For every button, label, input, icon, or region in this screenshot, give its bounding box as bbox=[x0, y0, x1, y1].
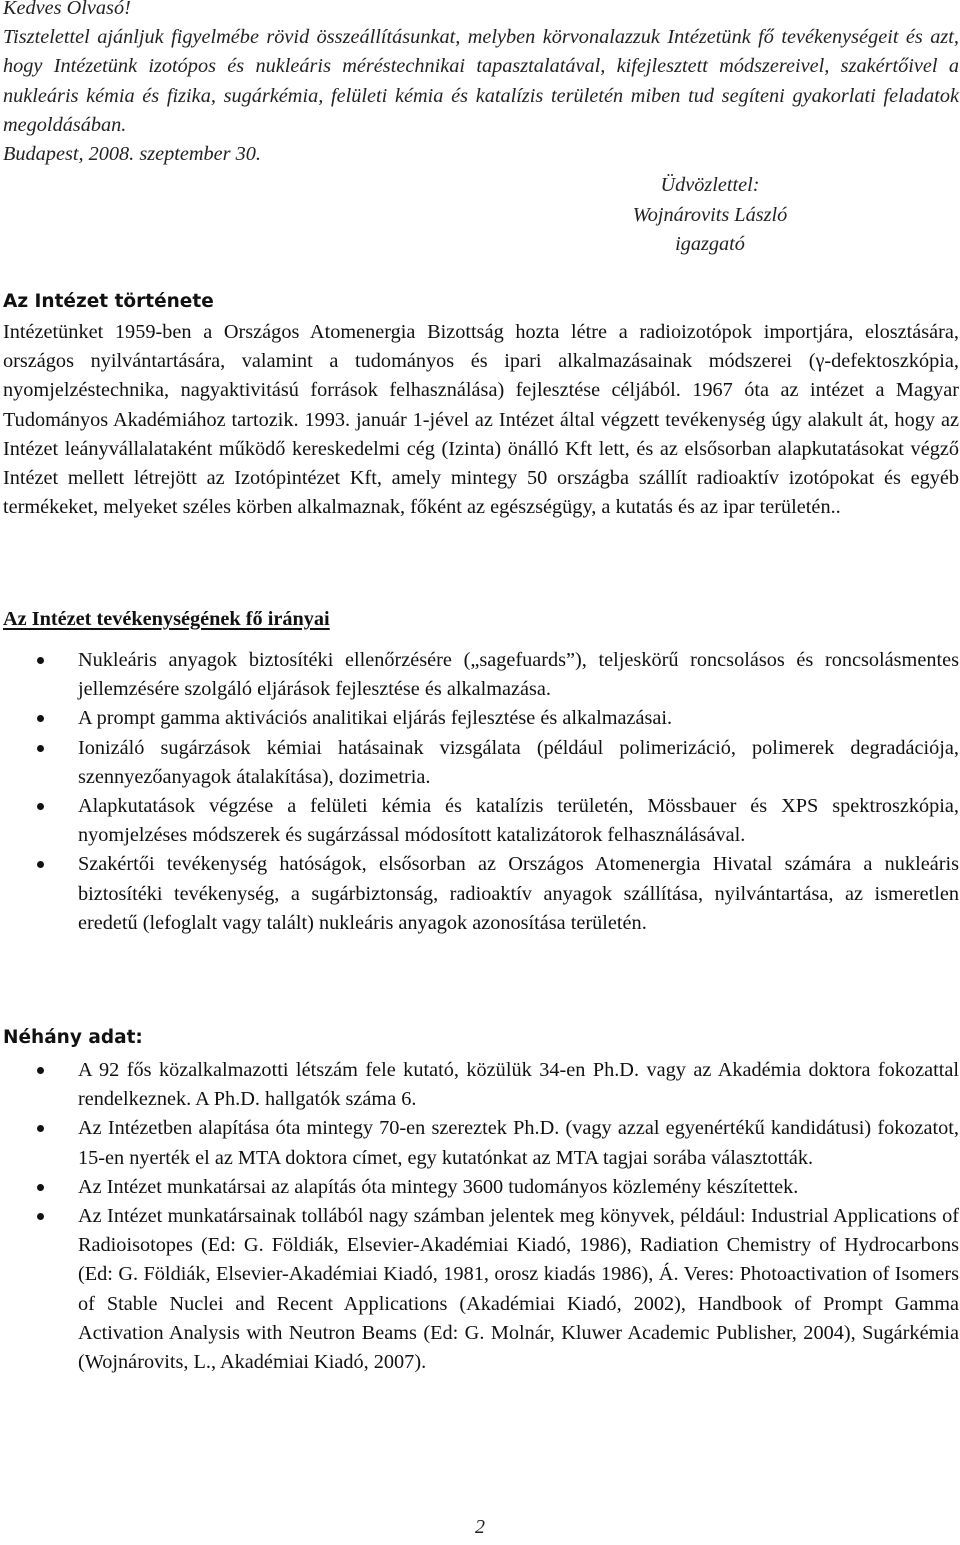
facts-section bbox=[3, 1025, 959, 1377]
bullet-icon bbox=[37, 657, 44, 664]
bullet-icon bbox=[37, 861, 44, 868]
list-item-text: Az Intézetben alapítása óta mintegy 70-en szereztek Ph.D. (vagy azzal egyenértékű kandidátusi) fokozatot, 15-en nyerték el az MTA doktora címet, egy kutatónkat az MTA tagjai sorába választották. bbox=[78, 1117, 959, 1169]
list-item bbox=[3, 850, 959, 938]
bullet-icon bbox=[37, 1213, 44, 1220]
history-text: Intézetünket 1959-ben a Országos Atomenergia Bizottság hozta létre a radioizotópok importjára, elosztására, országos nyilvántartására, valamint a tudományos és ipari alkalmazásainak módszerei (γ-defektoszkópia, nyomjelzéstechnika, nagyaktivitású források felhasználása) fejlesztése céljából. 1967 óta az intézet a Magyar Tudományos Akadémiához tartozik. 1993. január 1-jével az Intézet által végzett tevékenység úgy alakult át, hogy az Intézet leányvállalataként működő kereskedelmi cég (Izinta) önálló Kft lett, és az elsősorban alapkutatásokat végző Intézet mellett létrejött az Izotópintézet Kft, amely mintegy 50 országba szállít radioaktív izotópokat és egyéb termékeket, melyeket széles körben alkalmaznak, főként az egészségügy, a kutatás és az ipar területén.. bbox=[3, 321, 959, 519]
activities-heading: Az Intézet tevékenységének fő irányai bbox=[3, 608, 330, 630]
facts-list bbox=[3, 1056, 959, 1377]
history-heading: Az Intézet története bbox=[3, 291, 214, 312]
signature-closing: Üdvözlettel: bbox=[660, 174, 760, 196]
list-item bbox=[3, 704, 959, 733]
history-section bbox=[3, 289, 959, 522]
list-item bbox=[3, 792, 959, 850]
list-item bbox=[3, 734, 959, 792]
list-item bbox=[3, 1173, 959, 1202]
bullet-icon bbox=[37, 1184, 44, 1191]
intro-block bbox=[3, 0, 959, 169]
bullet-icon bbox=[37, 1125, 44, 1132]
list-item-text: Az Intézet munkatársainak tollából nagy számban jelentek meg könyvek, például: Industrial Applications of Radioisotopes (Ed: G. Földiák, Elsevier-Akadémiai Kiadó, 1986), Radiation Chemistry of Hydrocarbons (Ed: G. Földiák, Elsevier-Akadémiai Kiadó, 1981, orosz kiadás 1986), Á. Veres: Photoactivation of Isomers of Stable Nuclei and Recent Applications (Akadémiai Kiadó, 2002), Handbook of Prompt Gamma Activation Analysis with Neutron Beams (Ed: G. Molnár, Kluwer Academic Publisher, 2004), Sugárkémia (Wojnárovits, L., Akadémiai Kiadó, 2007). bbox=[78, 1205, 959, 1374]
activities-list bbox=[3, 646, 959, 938]
page-number: 2 bbox=[475, 1516, 485, 1538]
list-item bbox=[3, 1202, 959, 1377]
list-item-text: Alapkutatások végzése a felületi kémia és katalízis területén, Mössbauer és XPS spektroszkópia, nyomjelzéses módszerek és sugárzással módosított katalizátorok felhasználásával. bbox=[78, 795, 959, 847]
facts-heading: Néhány adat: bbox=[3, 1027, 143, 1048]
list-item bbox=[3, 1056, 959, 1114]
list-item-text: A 92 fős közalkalmazotti létszám fele kutató, közülük 34-en Ph.D. vagy az Akadémia doktora fokozattal rendelkeznek. A Ph.D. hallgatók száma 6. bbox=[78, 1059, 959, 1111]
list-item-text: Az Intézet munkatársai az alapítás óta mintegy 3600 tudományos közlemény készítettek. bbox=[78, 1175, 799, 1198]
intro-paragraph: Tisztelettel ajánljuk figyelmébe rövid összeállításunkat, melyben körvonalazzuk Intézetünk fő tevékenységeit és azt, hogy Intézetünk izotópos és nukleáris méréstechnikai tapasztalatával, kifejlesztett módszereivel, szakértőivel a nukleáris kémia és fizika, sugárkémia, felületi kémia és katalízis területén miben tud segíteni gyakorlati feladatok megoldásában. bbox=[3, 26, 959, 136]
date-line: Budapest, 2008. szeptember 30. bbox=[3, 143, 261, 166]
bullet-icon bbox=[37, 803, 44, 810]
signature-block bbox=[560, 171, 860, 260]
list-item bbox=[3, 646, 959, 704]
bullet-icon bbox=[37, 745, 44, 752]
list-item-text: Szakértői tevékenység hatóságok, elsősorban az Országos Atomenergia Hivatal számára a nukleáris biztosítéki tevékenység, a sugárbiztonság, radioaktív anyagok szállítása, nyilvántartása, az ismeretlen eredetű (lefoglalt vagy talált) nukleáris anyagok azonosítása területén. bbox=[78, 853, 959, 934]
list-item-text: A prompt gamma aktivációs analitikai eljárás fejlesztése és alkalmazásai. bbox=[78, 707, 673, 730]
signature-title: igazgató bbox=[675, 233, 745, 255]
signature-name: Wojnárovits László bbox=[632, 203, 788, 226]
activities-section bbox=[3, 606, 959, 938]
bullet-icon bbox=[37, 1067, 44, 1074]
list-item-text: Ionizáló sugárzások kémiai hatásainak vizsgálata (például polimerizáció, polimerek degradációja, szennyezőanyagok átalakítása), dozimetria. bbox=[78, 736, 959, 788]
list-item-text: Nukleáris anyagok biztosítéki ellenőrzésére („sagefuards”), teljeskörű roncsolásos és roncsolásmentes jellemzésére szolgáló eljárások fejlesztése és alkalmazása. bbox=[78, 649, 959, 701]
list-item bbox=[3, 1114, 959, 1172]
bullet-icon bbox=[37, 715, 44, 722]
greeting: Kedves Olvasó! bbox=[3, 0, 131, 19]
